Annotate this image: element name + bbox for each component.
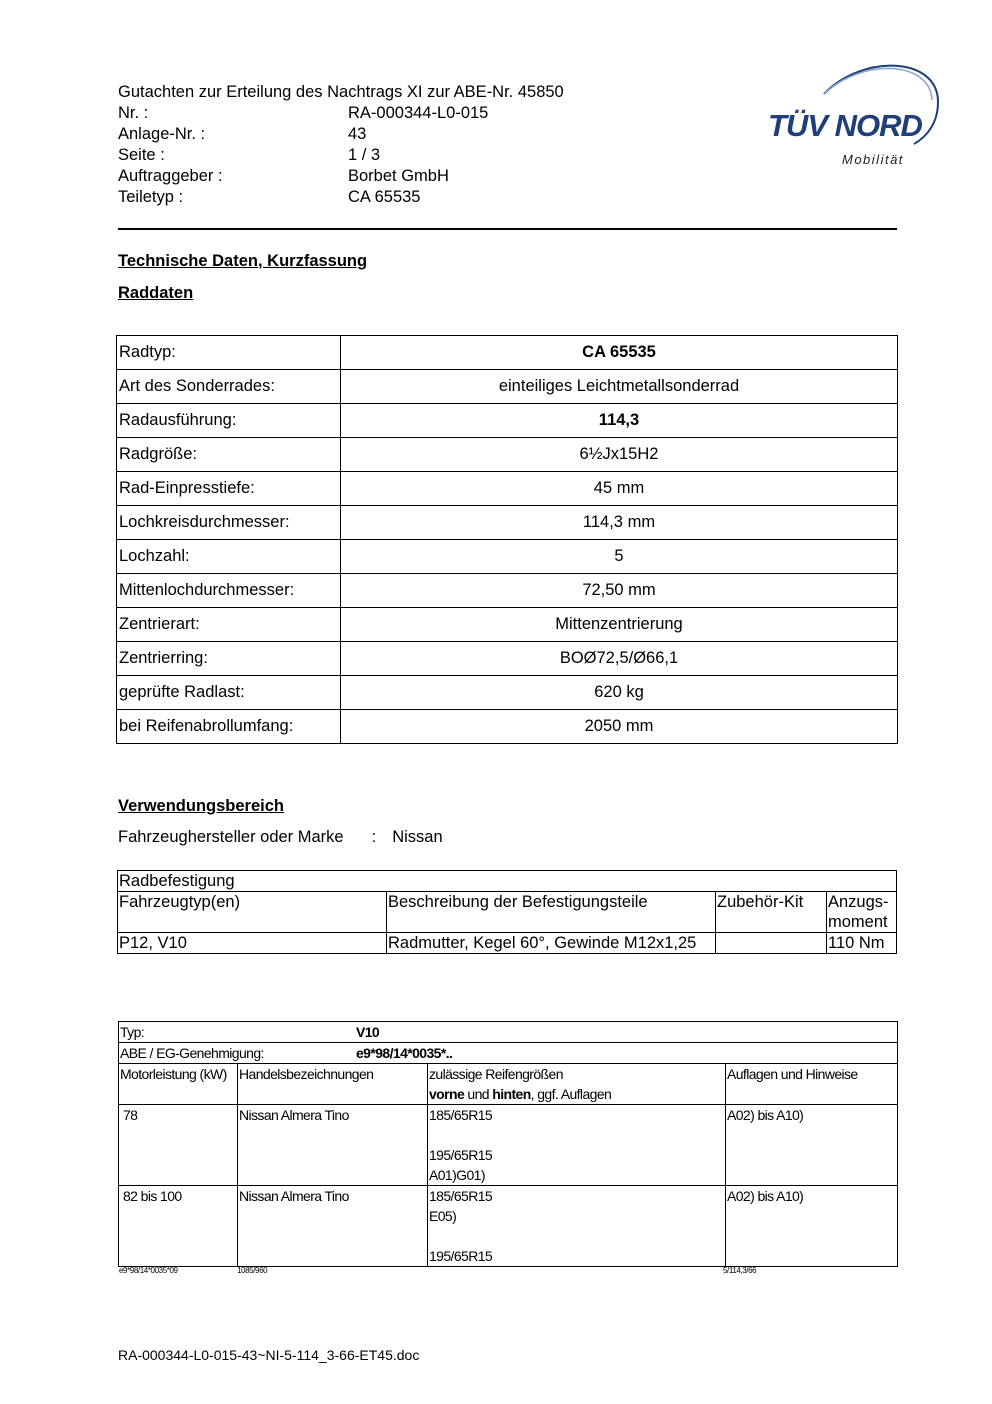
table-row: P12, V10 Radmutter, Kegel 60°, Gewinde M12x1,25 110 Nm	[118, 933, 897, 954]
header-field: Anlage-Nr. : 43	[118, 125, 367, 143]
document-title: Gutachten zur Erteilung des Nachtrags XI zur ABE-Nr. 45850	[118, 83, 564, 101]
header-field: Nr. : RA-000344-L0-015	[118, 104, 489, 122]
tuv-nord-logo	[762, 60, 942, 170]
table-header-row: Motorleistung (kW) Handelsbezeichnungen zulässige Reifengrößen vorne und hinten, ggf. Auflagen Auflagen und Hinweise	[119, 1064, 898, 1105]
table-row: Lochkreisdurchmesser: 114,3 mm	[117, 506, 898, 540]
table-footnote: e9*98/14*0035*09	[119, 1266, 178, 1275]
header-field: Auftraggeber : Borbet GmbH	[118, 167, 449, 185]
table-row: Lochzahl: 5	[117, 540, 898, 574]
logo-brand: TÜV NORD	[768, 108, 922, 143]
table-row: Zentrierart: Mittenzentrierung	[117, 608, 898, 642]
table-row: 78 Nissan Almera Tino 185/65R15 195/65R15 A01)G01) A02) bis A10)	[119, 1105, 898, 1186]
table-row: Radtyp: CA 65535	[117, 336, 898, 370]
table-row: Art des Sonderrades: einteiliges Leichtmetallsonderrad	[117, 370, 898, 404]
table-row: Typ: V10	[119, 1022, 898, 1043]
table-row: bei Reifenabrollumfang: 2050 mm	[117, 710, 898, 744]
header-divider	[118, 228, 897, 230]
document-filename: RA-000344-L0-015-43~NI-5-114_3-66-ET45.doc	[118, 1347, 420, 1363]
table-row: ABE / EG-Genehmigung: e9*98/14*0035*..	[119, 1043, 898, 1064]
header-field: Teiletyp : CA 65535	[118, 188, 421, 206]
section-subheading: Raddaten	[118, 284, 194, 302]
raddaten-table	[116, 335, 898, 744]
vehicle-type-table	[118, 1021, 898, 1267]
table-row: Radgröße: 6½Jx15H2	[117, 438, 898, 472]
table-footnote: 1085/960	[237, 1266, 268, 1275]
table-row: Rad-Einpresstiefe: 45 mm	[117, 472, 898, 506]
table-row: Zentrierring: BOØ72,5/Ø66,1	[117, 642, 898, 676]
table-row: 82 bis 100 Nissan Almera Tino 185/65R15 E05) 195/65R15 A02) bis A10)	[119, 1186, 898, 1267]
document-header	[118, 82, 564, 208]
table-row: Radausführung: 114,3	[117, 404, 898, 438]
table-row: Radbefestigung	[118, 871, 897, 892]
section-heading: Verwendungsbereich	[118, 797, 284, 815]
logo-subtitle: Mobilität	[842, 152, 904, 167]
table-row: geprüfte Radlast: 620 kg	[117, 676, 898, 710]
manufacturer-line: Fahrzeughersteller oder Marke : Nissan	[118, 828, 443, 846]
table-footnote: 5/114,3/66	[723, 1266, 757, 1275]
header-field: Seite : 1 / 3	[118, 146, 381, 164]
table-header-row: Fahrzeugtyp(en) Beschreibung der Befestigungsteile Zubehör-Kit Anzugs-moment	[118, 892, 897, 933]
radbefestigung-table	[117, 870, 897, 954]
section-heading: Technische Daten, Kurzfassung	[118, 252, 368, 270]
table-row: Mittenlochdurchmesser: 72,50 mm	[117, 574, 898, 608]
